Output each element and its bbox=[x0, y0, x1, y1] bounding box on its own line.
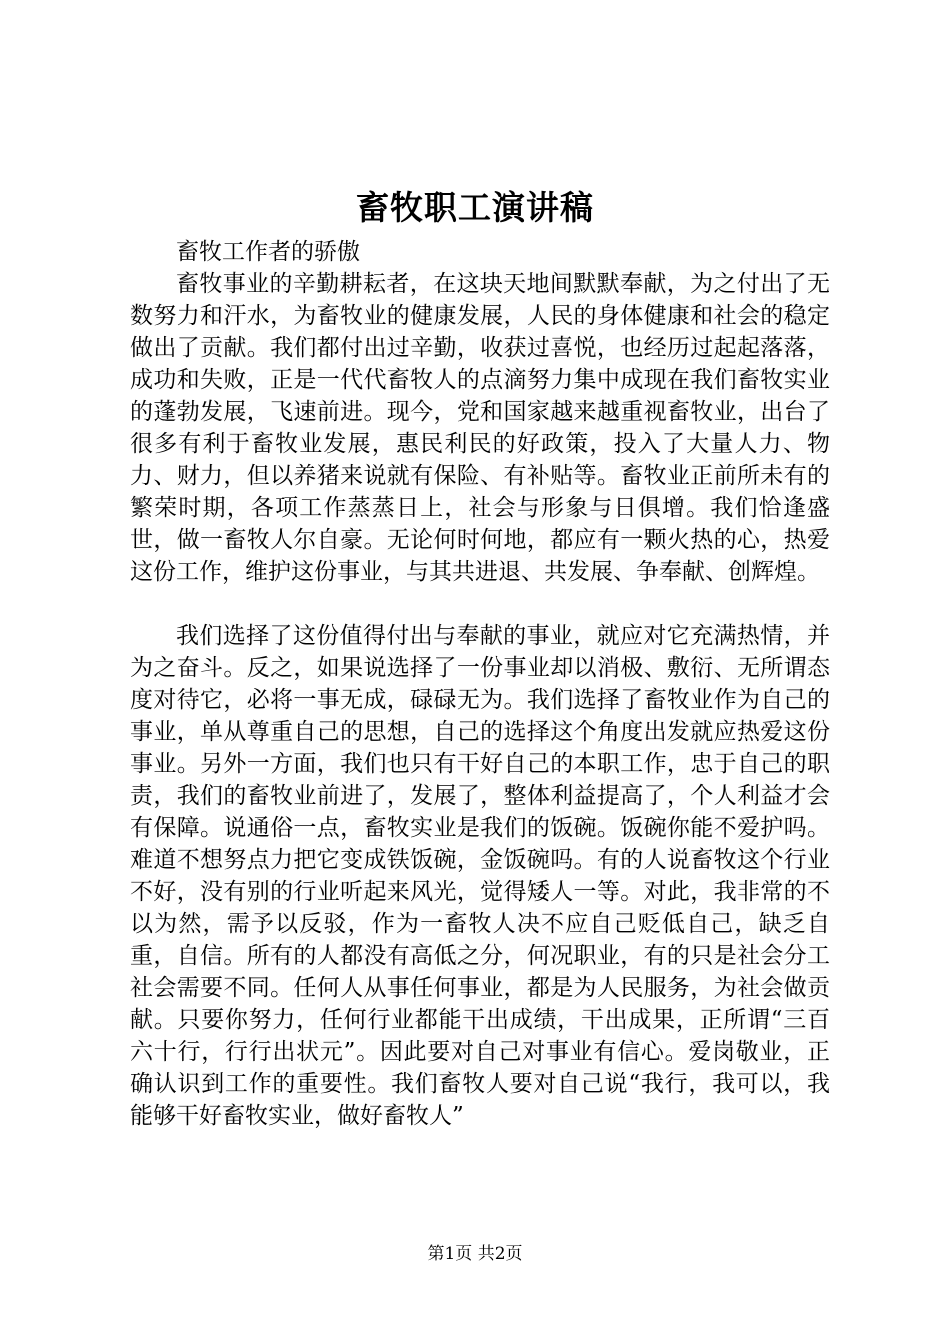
document-title: 畜牧职工演讲稿 bbox=[356, 188, 594, 227]
page-number: 第1页 共2页 bbox=[427, 1244, 523, 1264]
paragraph-spacer bbox=[130, 588, 830, 620]
document-body bbox=[130, 236, 830, 1132]
subtitle: 畜牧工作者的骄傲 bbox=[176, 239, 360, 265]
paragraph-1: 畜牧事业的辛勤耕耘者，在这块天地间默默奉献，为之付出了无数努力和汗水，为畜牧业的健康发展，人民的身体健康和社会的稳定做出了贡献。我们都付出过辛勤，收获过喜悦，也经历过起起落落，成功和失败，正是一代代畜牧人的点滴努力集中成现在我们畜牧实业的蓬勃发展，飞速前进。现今，党和国家越来越重视畜牧业，出台了很多有利于畜牧业发展，惠民利民的好政策，投入了大量人力、物力、财力，但以养猪来说就有保险、有补贴等。畜牧业正前所未有的繁荣时期，各项工作蒸蒸日上，社会与形象与日俱增。我们恰逢盛世，做一畜牧人尔自豪。无论何时何地，都应有一颗火热的心，热爱这份工作，维护这份事业，与其共进退、共发展、争奉献、创辉煌。 bbox=[130, 271, 830, 585]
paragraph-2: 我们选择了这份值得付出与奉献的事业，就应对它充满热情，并为之奋斗。反之，如果说选择了一份事业却以消极、敷衍、无所谓态度对待它，必将一事无成，碌碌无为。我们选择了畜牧业作为自己的事业，单从尊重自己的思想，自己的选择这个角度出发就应热爱这份事业。另外一方面，我们也只有干好自己的本职工作，忠于自己的职责，我们的畜牧业前进了，发展了，整体利益提高了，个人利益才会有保障。说通俗一点，畜牧实业是我们的饭碗。饭碗你能不爱护吗。难道不想努点力把它变成铁饭碗，金饭碗吗。有的人说畜牧这个行业不好，没有别的行业听起来风光，觉得矮人一等。对此，我非常的不以为然，需予以反驳，作为一畜牧人决不应自己贬低自己，缺乏自重，自信。所有的人都没有高低之分，何况职业，有的只是社会分工社会需要不同。任何人从事任何事业，都是为人民服务，为社会做贡献。只要你努力，任何行业都能干出成绩，干出成果，正所谓“三百六十行，行行出状元”。因此要对自己对事业有信心。爱岗敬业，正确认识到工作的重要性。我们畜牧人要对自己说“我行，我可以，我能够干好畜牧实业，做好畜牧人” bbox=[130, 623, 830, 1129]
